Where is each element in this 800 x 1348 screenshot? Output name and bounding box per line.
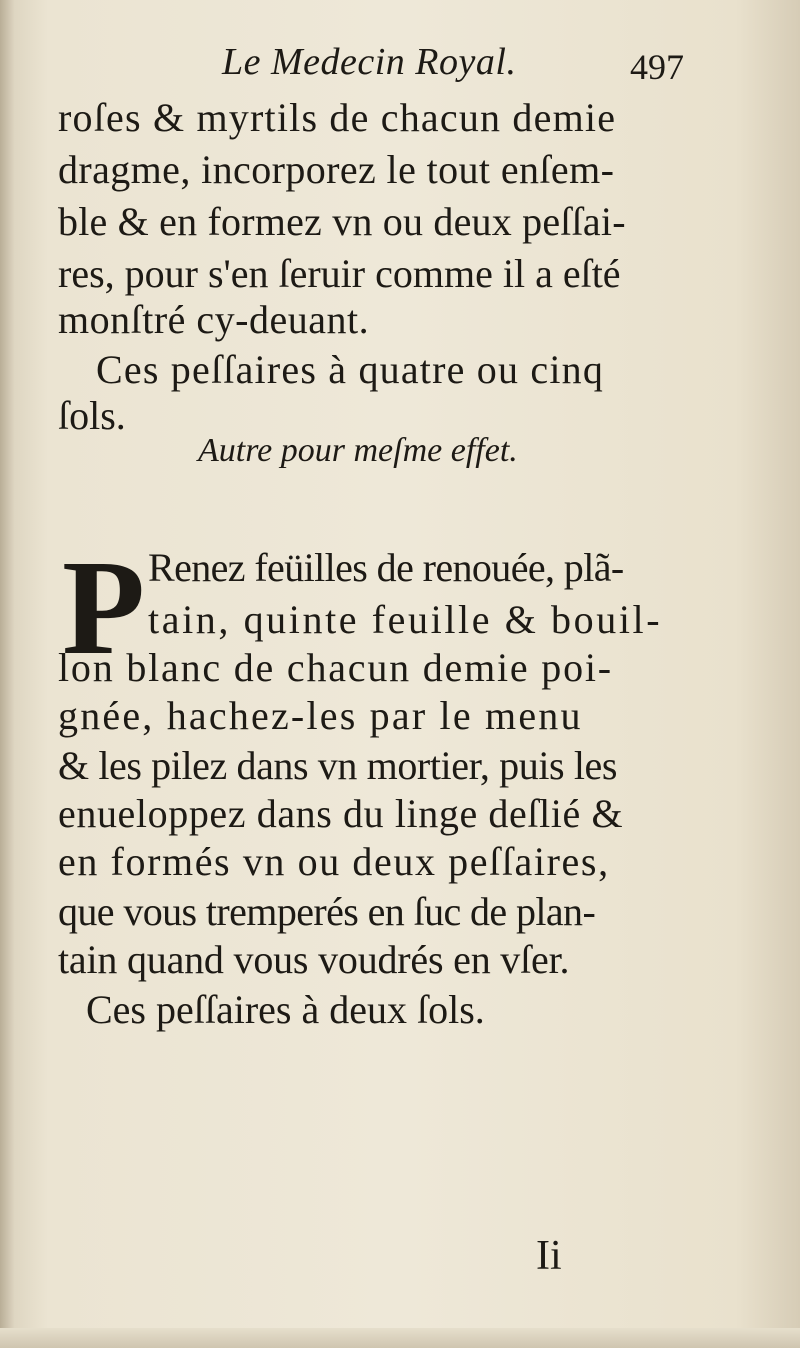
page-bottom-edge [0,1328,800,1348]
drop-cap: P [62,533,146,683]
text-line: en formés vn ou deux peſſaires, [58,839,610,884]
section-subheading: Autre pour meſme effet. [198,432,518,469]
text-line: lon blanc de chacun demie poi- [58,645,613,690]
text-line: enueloppez dans du linge deſlié & [58,791,624,836]
text-line: Ces peſſaires à deux ſols. [86,987,485,1032]
text-line: monſtré cy-deuant. [58,297,370,342]
text-line: gnée, hachez-les par le menu [58,693,583,738]
text-line: ſols. [58,393,126,438]
page-number: 497 [630,47,684,87]
page-left-edge [0,0,14,1348]
text-line: res, pour s'en ſeruir comme il a eſté [58,251,621,296]
text-line: & les pilez dans vn mortier, puis les [58,743,618,788]
page-header [62,40,692,100]
text-line: Renez feüilles de renouée, plã- [148,545,624,590]
text-line: tain, quinte feuille & bouil- [148,597,663,642]
text-line: tain quand vous voudrés en vſer. [58,937,570,982]
text-line: que vous tremperés en ſuc de plan- [58,889,596,934]
text-line: dragme, incorporez le tout enſem- [58,147,615,192]
signature-mark: Ii [536,1233,562,1279]
text-line: ble & en formez vn ou deux peſſai- [58,199,626,244]
text-line: roſes & myrtils de chacun demie [58,95,617,140]
text-line: Ces peſſaires à quatre ou cinq [96,347,605,392]
running-title: Le Medecin Royal. [222,41,517,83]
